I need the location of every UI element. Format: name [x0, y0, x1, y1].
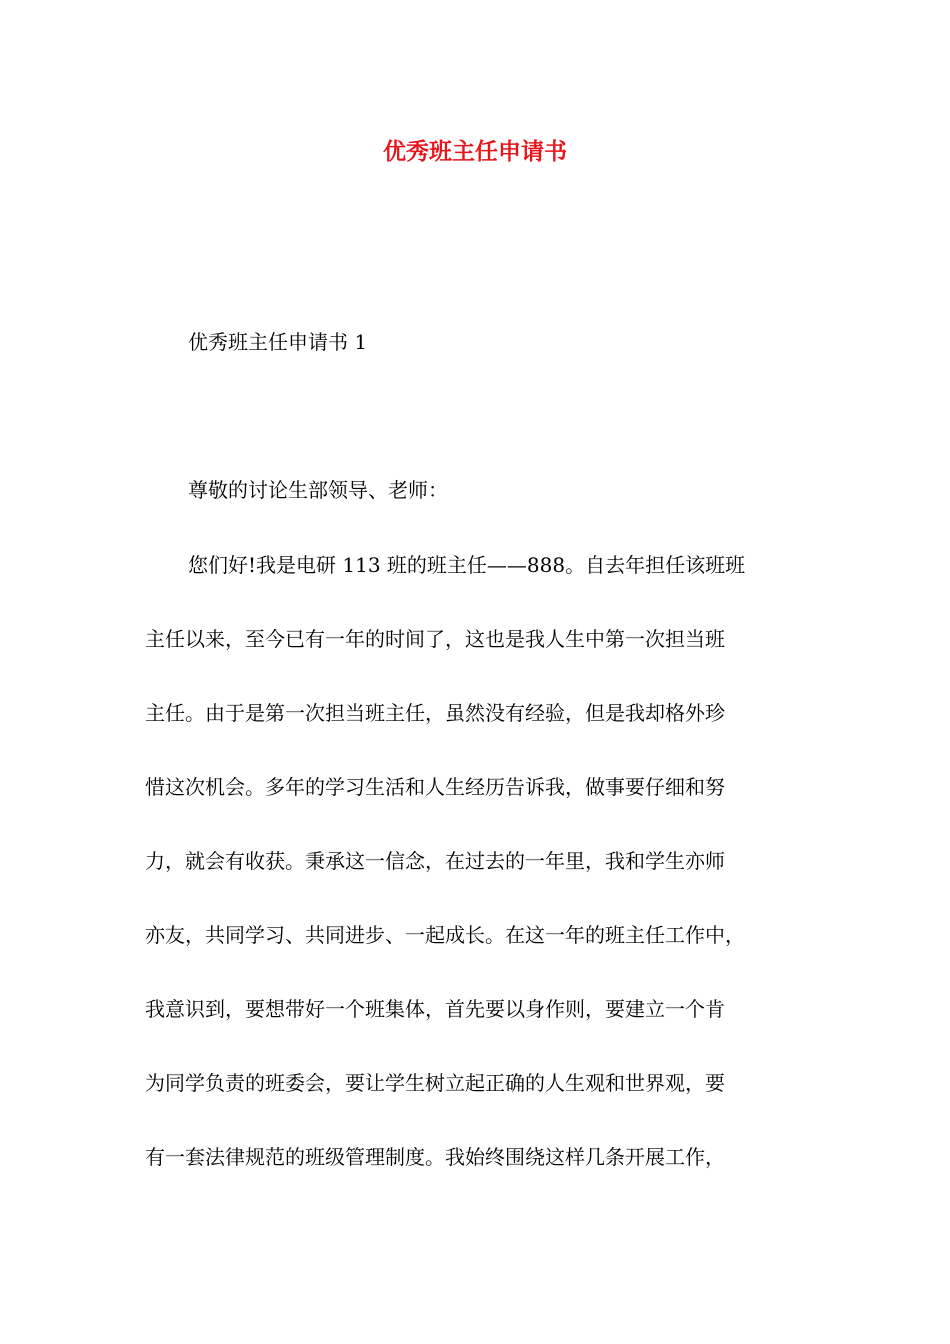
body-line: 惜这次机会。多年的学习生活和人生经历告诉我，做事要仔细和努: [145, 775, 725, 799]
body-line: 有一套法律规范的班级管理制度。我始终围绕这样几条开展工作，: [145, 1145, 725, 1169]
body-line: 为同学负责的班委会，要让学生树立起正确的人生观和世界观，要: [145, 1071, 725, 1095]
body-line: 力，就会有收获。秉承这一信念，在过去的一年里，我和学生亦师: [145, 849, 725, 873]
body-line: 亦友，共同学习、共同进步、一起成长。在这一年的班主任工作中，: [145, 923, 745, 947]
body-line: 我意识到，要想带好一个班集体，首先要以身作则，要建立一个肯: [145, 997, 725, 1021]
body-line: 主任以来，至今已有一年的时间了，这也是我人生中第一次担当班: [145, 627, 725, 651]
salutation: 尊敬的讨论生部领导、老师：: [188, 478, 448, 502]
body-line: 您们好!我是电研 113 班的班主任——888。自去年担任该班班: [188, 553, 746, 577]
document-title: 优秀班主任申请书: [383, 138, 567, 165]
section-heading: 优秀班主任申请书 1: [188, 330, 368, 354]
body-line: 主任。由于是第一次担当班主任，虽然没有经验，但是我却格外珍: [145, 701, 725, 725]
body-paragraph: [145, 545, 825, 1211]
